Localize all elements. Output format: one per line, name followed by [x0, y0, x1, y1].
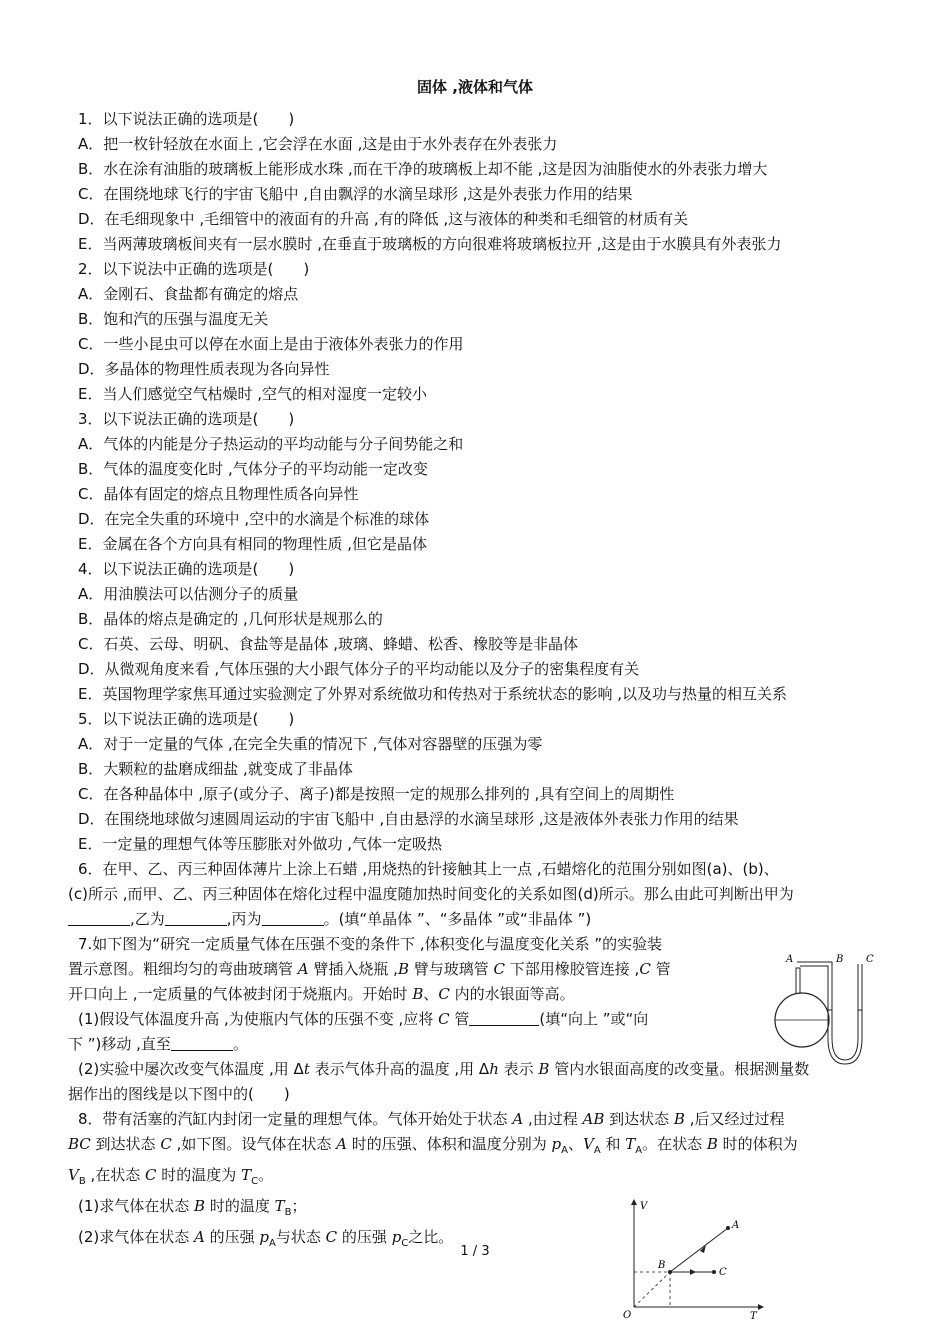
question-6-line-3 — [68, 907, 888, 932]
question-7-sub-2: (2)实验中屡次改变气体温度 ,用 Δt 表示气体升高的温度 ,用 Δh 表示 B 管内水银面高度的改变量。根据测量数 — [78, 1060, 810, 1078]
question-5-stem: 5．以下说法正确的选项是( ) — [78, 710, 295, 728]
q2-option-e: E．当人们感觉空气枯燥时 ,空气的相对湿度一定较小 — [78, 385, 428, 403]
q6-text-bing: ,丙为 — [226, 910, 262, 928]
answer-blank-yi[interactable] — [165, 909, 227, 926]
page-title: 固体 ,液体和气体 — [417, 78, 533, 96]
question-7-sub-1-cont: 下 ”)移动 ,直至 。 — [68, 1035, 248, 1053]
question-7-line-2: 置示意图。粗细均匀的弯曲玻璃管 A 臂插入烧瓶 ,B 臂与玻璃管 C 下部用橡胶管连接 ,C 管 — [68, 960, 671, 978]
fig8-axis-v: V — [640, 1201, 648, 1212]
question-8-sub-2: (2)求气体在状态 A 的压强 $p_A$与状态 C 的压强 $p_C$之比。 — [78, 1228, 454, 1249]
answer-blank-bing[interactable] — [262, 909, 324, 926]
answer-blank-jia[interactable] — [68, 909, 130, 926]
question-8-line-1: 8．带有活塞的汽缸内封闭一定量的理想气体。气体开始处于状态 A ,由过程 AB 到达状态 B ,后又经过过程 — [78, 1110, 785, 1128]
question-8-sub-1: (1)求气体在状态 B 时的温度 $T_B$； — [78, 1197, 307, 1218]
fig8-point-b: B — [658, 1260, 666, 1271]
answer-blank-until[interactable] — [171, 1034, 233, 1051]
q6-text-yi: ,乙为 — [130, 910, 165, 928]
q4-option-a: A．用油膜法可以估测分子的质量 — [78, 585, 299, 603]
q4-option-e: E．英国物理学家焦耳通过实验测定了外界对系统做功和传热对于系统状态的影响 ,以及功与热量的相互关系 — [78, 685, 788, 703]
question-8-line-3: $V_B$ ,在状态 C 时的温度为 $T_C$。 — [68, 1166, 274, 1187]
fig7-label-a: A — [786, 954, 794, 965]
q1-option-c: C．在围绕地球飞行的宇宙飞船中 ,自由飘浮的水滴呈球形 ,这是外表张力作用的结果 — [78, 185, 633, 203]
fig8-point-c: C — [719, 1267, 727, 1278]
q5-option-e: E．一定量的理想气体等压膨胀对外做功 ,气体一定吸热 — [78, 835, 443, 853]
q3-option-e: E．金属在各个方向具有相同的物理性质 ,但它是晶体 — [78, 535, 428, 553]
q3-option-b: B．气体的温度变化时 ,气体分子的平均动能一定改变 — [78, 460, 428, 478]
q5-option-d: D．在围绕地球做匀速圆周运动的宇宙飞船中 ,自由悬浮的水滴呈球形 ,这是液体外表张力作用的结果 — [78, 810, 739, 828]
fig8-axis-t: T — [750, 1311, 757, 1320]
question-7-line-3: 开口向上 ,一定质量的气体被封闭于烧瓶内。开始时 B、C 内的水银面等高。 — [68, 985, 575, 1003]
fig8-origin: O — [623, 1310, 632, 1320]
q4-option-b: B．晶体的熔点是确定的 ,几何形状是规那么的 — [78, 610, 383, 628]
q6-text-hint: 。(填“单晶体 ”、“多晶体 ”或“非晶体 ”) — [323, 910, 592, 928]
question-6-line-1: 6．在甲、乙、丙三种固体薄片上涂上石蜡 ,用烧热的针接触其上一点 ,石蜡熔化的范围分别如图(a)、(b)、 — [78, 860, 779, 878]
question-7-line-1: 7.如下图为“研究一定质量气体在压强不变的条件下 ,体积变化与温度变化关系 ”的实验装 — [78, 935, 663, 953]
question-8-line-2: BC 到达状态 C ,如下图。设气体在状态 A 时的压强、体积和温度分别为 $p_A$、$V_A$ 和 $T_A$。在状态 B 时的体积为 — [68, 1135, 798, 1156]
fig7-label-b: B — [836, 954, 844, 965]
answer-blank-direction[interactable] — [469, 1009, 539, 1026]
question-3-stem: 3．以下说法正确的选项是( ) — [78, 410, 295, 428]
q1-option-e: E．当两薄玻璃板间夹有一层水膜时 ,在垂直于玻璃板的方向很难将玻璃板拉开 ,这是由于水膜具有外表张力 — [78, 235, 782, 253]
question-2-stem: 2．以下说法中正确的选项是( ) — [78, 260, 310, 278]
question-4-stem: 4．以下说法正确的选项是( ) — [78, 560, 295, 578]
question-7-sub-2-cont: 据作出的图线是以下图中的( ) — [68, 1085, 290, 1103]
q1-option-b: B．水在涂有油脂的玻璃板上能形成水珠 ,而在干净的玻璃板上却不能 ,这是因为油脂使水的外表张力增大 — [78, 160, 768, 178]
q4-option-c: C．石英、云母、明矾、食盐等是晶体 ,玻璃、蜂蜡、松香、橡胶等是非晶体 — [78, 635, 579, 653]
question-6-line-2: (c)所示 ,而甲、乙、丙三种固体在熔化过程中温度随加热时间变化的关系如图(d)所示。那么由此可判断出甲为 — [68, 885, 794, 903]
q2-option-a: A．金刚石、食盐都有确定的熔点 — [78, 285, 299, 303]
question-1-stem: 1．以下说法正确的选项是( ) — [78, 110, 295, 128]
q2-option-d: D．多晶体的物理性质表现为各向异性 — [78, 360, 330, 378]
q4-option-d: D．从微观角度来看 ,气体压强的大小跟气体分子的平均动能以及分子的密集程度有关 — [78, 660, 640, 678]
q3-option-c: C．晶体有固定的熔点且物理性质各向异性 — [78, 485, 359, 503]
document-body — [68, 107, 888, 1256]
q1-option-a: A．把一枚针轻放在水面上 ,它会浮在水面 ,这是由于水外表存在外表张力 — [78, 135, 558, 153]
q3-option-a: A．气体的内能是分子热运动的平均动能与分子间势能之和 — [78, 435, 464, 453]
question-7-sub-1: (1)假设气体温度升高 ,为使瓶内气体的压强不变 ,应将 C 管 (填“向上 ”或“向 — [78, 1010, 649, 1028]
page-number: 1 / 3 — [460, 1244, 490, 1259]
q2-option-c: C．一些小昆虫可以停在水面上是由于液体外表张力的作用 — [78, 335, 464, 353]
flask-apparatus-figure — [770, 948, 880, 1068]
q2-option-b: B．饱和汽的压强与温度无关 — [78, 310, 269, 328]
q5-option-b: B．大颗粒的盐磨成细盐 ,就变成了非晶体 — [78, 760, 353, 778]
q3-option-d: D．在完全失重的环境中 ,空中的水滴是个标准的球体 — [78, 510, 430, 528]
fig7-label-c: C — [866, 954, 874, 965]
q5-option-c: C．在各种晶体中 ,原子(或分子、离子)都是按照一定的规那么排列的 ,具有空间上的周期性 — [78, 785, 675, 803]
fig8-point-a: A — [732, 1220, 740, 1231]
q5-option-a: A．对于一定量的气体 ,在完全失重的情况下 ,气体对容器壁的压强为零 — [78, 735, 543, 753]
q1-option-d: D．在毛细现象中 ,毛细管中的液面有的升高 ,有的降低 ,这与液体的种类和毛细管的材质有关 — [78, 210, 689, 228]
